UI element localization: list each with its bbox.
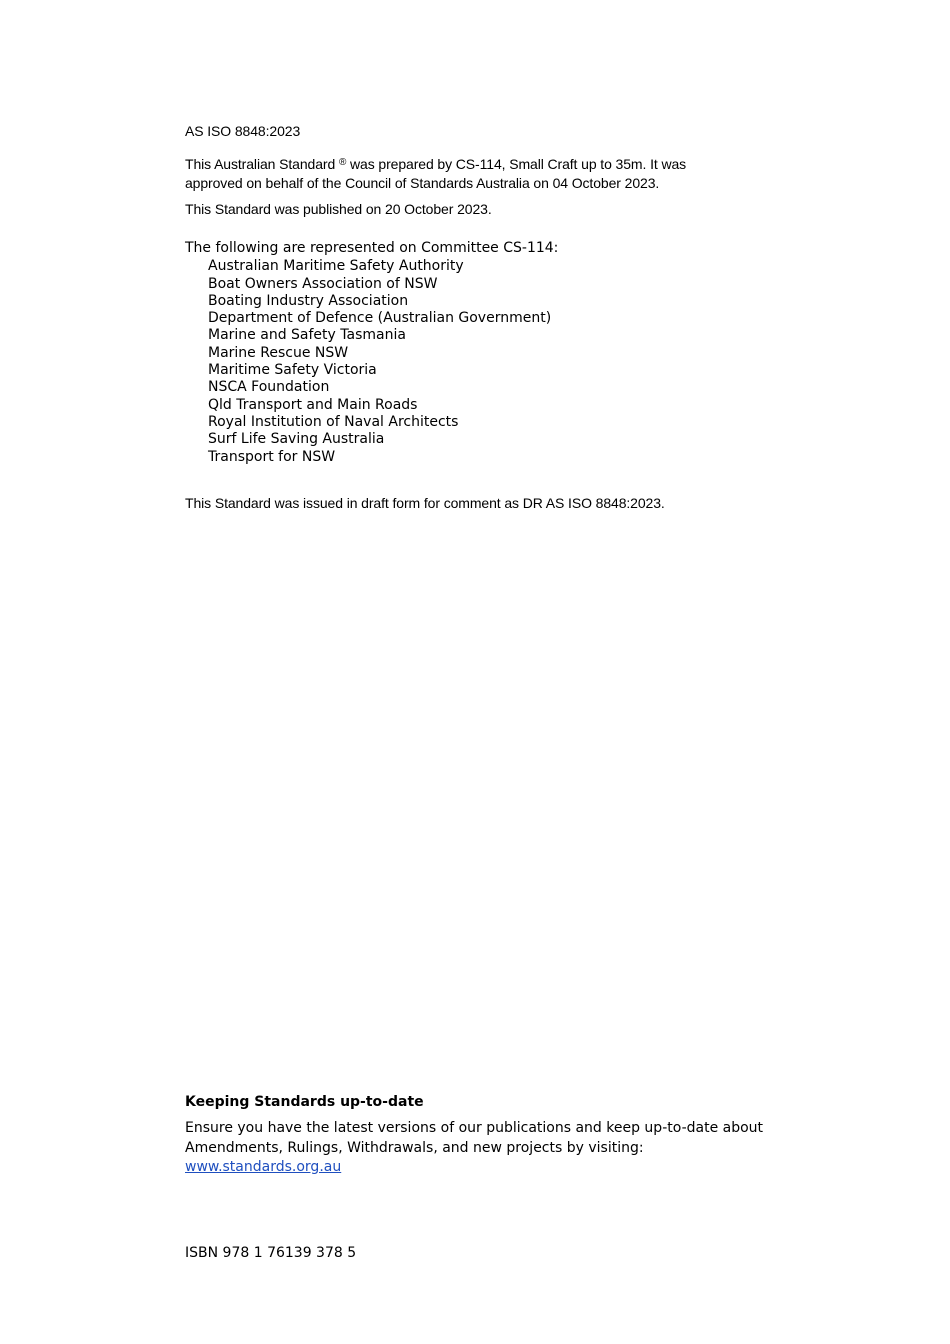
committee-member: Marine Rescue NSW [208,344,349,361]
committee-member: Royal Institution of Naval Architects [208,413,459,430]
registered-mark: ® [338,157,347,168]
preparation-statement [185,155,686,193]
draft-note: This Standard was issued in draft form for comment as DR AS ISO 8848:2023. [185,495,665,511]
preparation-line-2: approved on behalf of the Council of Standards Australia on 04 October 2023. [185,175,660,191]
standards-website-link[interactable]: www.standards.org.au [185,1159,342,1176]
keeping-line-1: Ensure you have the latest versions of our publications and keep up-to-date about [185,1120,764,1136]
keeping-line-2: Amendments, Rulings, Withdrawals, and new projects by visiting: [185,1139,644,1156]
document-id: AS ISO 8848:2023 [185,123,301,139]
preparation-line-1 [185,155,686,174]
preparation-text-end: was prepared by CS-114, Small Craft up to 35m. It was [346,156,687,172]
committee-member: Boat Owners Association of NSW [208,275,438,292]
committee-member: Transport for NSW [208,448,336,465]
publication-date: This Standard was published on 20 October 2023. [185,201,492,217]
isbn: ISBN 978 1 76139 378 5 [185,1245,357,1261]
committee-member: Department of Defence (Australian Government) [208,310,552,327]
committee-member: Maritime Safety Victoria [208,362,377,379]
committee-intro: The following are represented on Committee CS-114: [185,240,559,256]
keeping-up-to-date-heading: Keeping Standards up-to-date [185,1094,424,1110]
committee-member: Qld Transport and Main Roads [208,396,418,413]
preparation-text-start: This Australian Standard [185,156,336,172]
committee-member: NSCA Foundation [208,379,330,396]
committee-member-list [185,258,558,466]
keeping-up-to-date-body [185,1119,763,1178]
committee-member: Australian Maritime Safety Authority [208,258,464,275]
committee-member: Marine and Safety Tasmania [208,327,406,344]
committee-member: Boating Industry Association [208,292,409,309]
committee-member: Surf Life Saving Australia [208,431,385,448]
committee-section [185,240,558,466]
